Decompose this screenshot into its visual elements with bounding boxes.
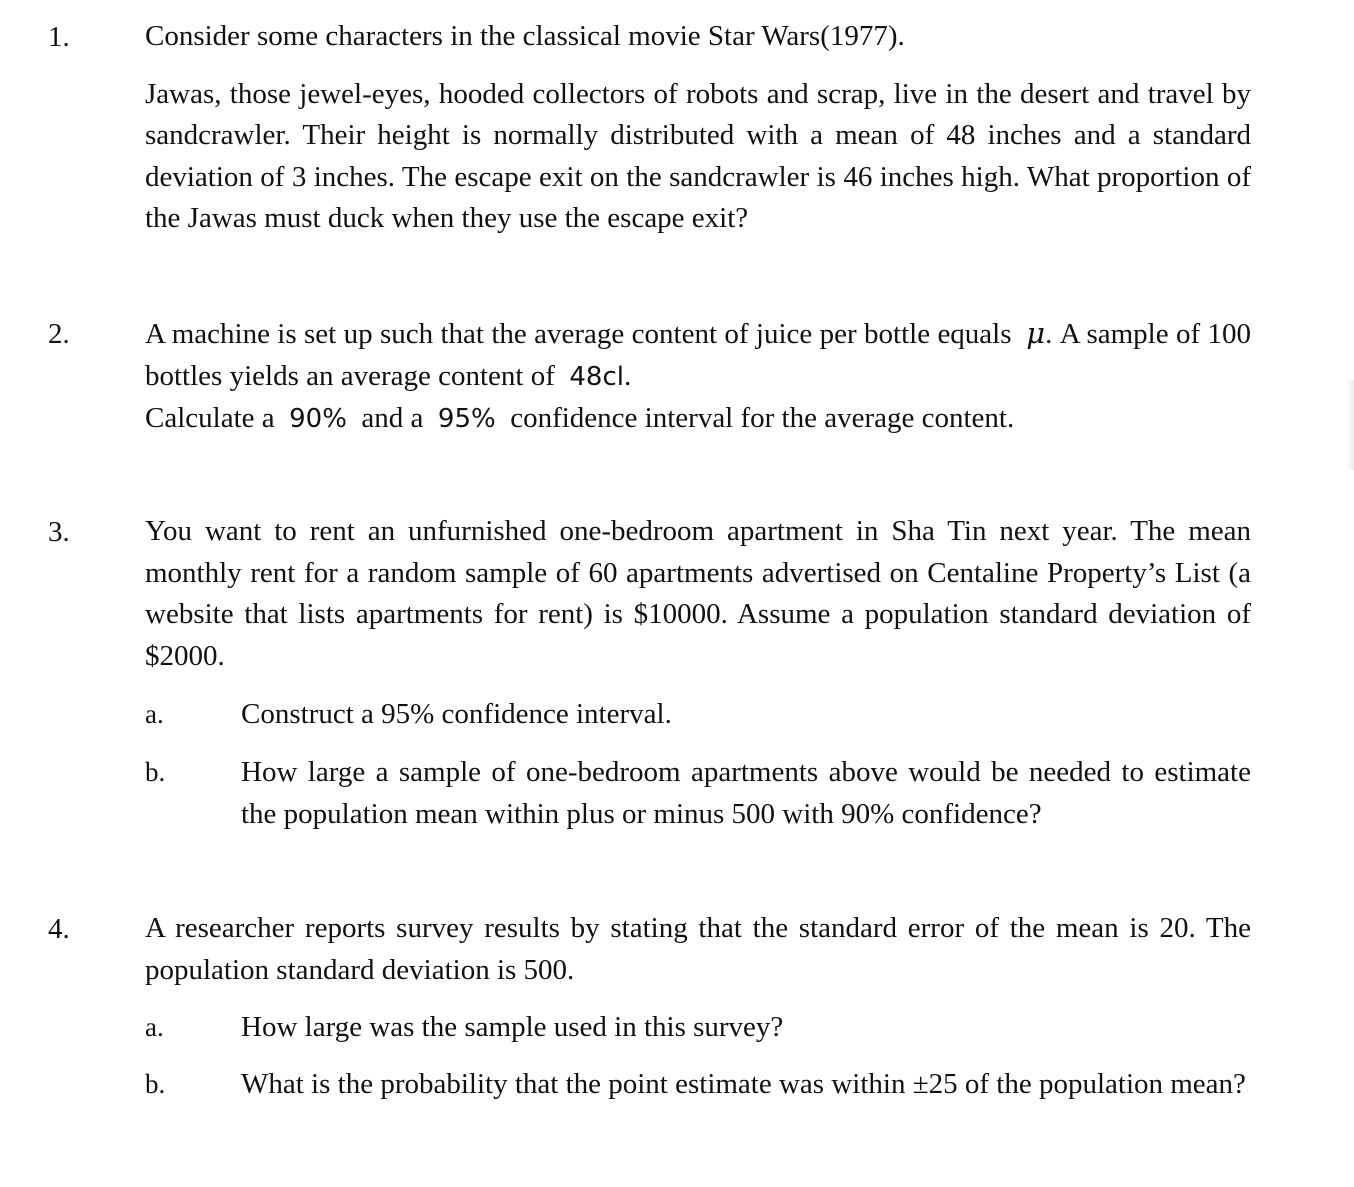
q2-text-a: A machine is set up such that the average content of juice per bottle equals <box>145 318 1012 350</box>
question-4-body <box>145 908 1251 991</box>
q2-text-b: . A sample of 100 bottles yields an average content of <box>145 318 1252 392</box>
content-value: 48cl <box>569 361 624 392</box>
pct-90: 90% <box>289 404 347 434</box>
question-2-number: 2. <box>48 318 70 350</box>
page-edge-shadow <box>1346 380 1354 470</box>
question-2-paragraph <box>145 313 1251 398</box>
question-2-body <box>145 313 1251 441</box>
question-3a-text: Construct a 95% confidence interval. <box>241 698 672 730</box>
question-3-paragraph: You want to rent an unfurnished one-bedroom apartment in Sha Tin next year. The mean monthly rent for a random sample of 60 apartments advertised on Centaline Property’s List (a website that lists apartments for rent) is $10000. Assume a population standard deviation of $2000. <box>145 515 1251 672</box>
pct-95: 95% <box>437 404 496 434</box>
question-4b-text: What is the probability that the point estimate was within ±25 of the population mean? <box>241 1068 1246 1100</box>
question-3b-letter: b. <box>145 757 166 787</box>
question-1-paragraph: Jawas, those jewel-eyes, hooded collectors of robots and scrap, live in the desert and travel by sandcrawler. Their height is normally distributed with a mean of 48 inches and a standard deviation of 3 inches. The escape exit on the sandcrawler is 46 inches high. What proportion of the Jawas must duck when they use the escape exit? <box>145 77 1251 234</box>
question-1-number: 1. <box>48 21 70 53</box>
question-2-line2 <box>145 398 1251 441</box>
question-4-paragraph: A researcher reports survey results by stating that the standard error of the mean is 20. The population standard deviation is 500. <box>145 912 1251 986</box>
question-4b-letter: b. <box>145 1069 166 1099</box>
q2-text-c: . <box>624 359 632 392</box>
question-4a-text: How large was the sample used in this survey? <box>241 1011 784 1043</box>
question-3-body <box>145 511 1251 677</box>
question-1-intro: Consider some characters in the classical movie Star Wars(1977). <box>145 20 905 52</box>
q2-calc-a: Calculate a <box>145 402 275 434</box>
q2-calc-b: and a <box>361 402 424 434</box>
question-1-body <box>145 16 1251 240</box>
question-4a-letter: a. <box>145 1012 164 1042</box>
q2-calc-c: confidence interval for the average content. <box>510 402 1015 434</box>
question-3b-text: How large a sample of one-bedroom apartments above would be needed to estimate the population mean within plus or minus 500 with 90% confidence? <box>241 756 1251 830</box>
question-4-number: 4. <box>48 913 70 945</box>
question-3-number: 3. <box>48 516 70 548</box>
mu-symbol: μ <box>1026 316 1046 350</box>
question-3a-letter: a. <box>145 699 164 729</box>
